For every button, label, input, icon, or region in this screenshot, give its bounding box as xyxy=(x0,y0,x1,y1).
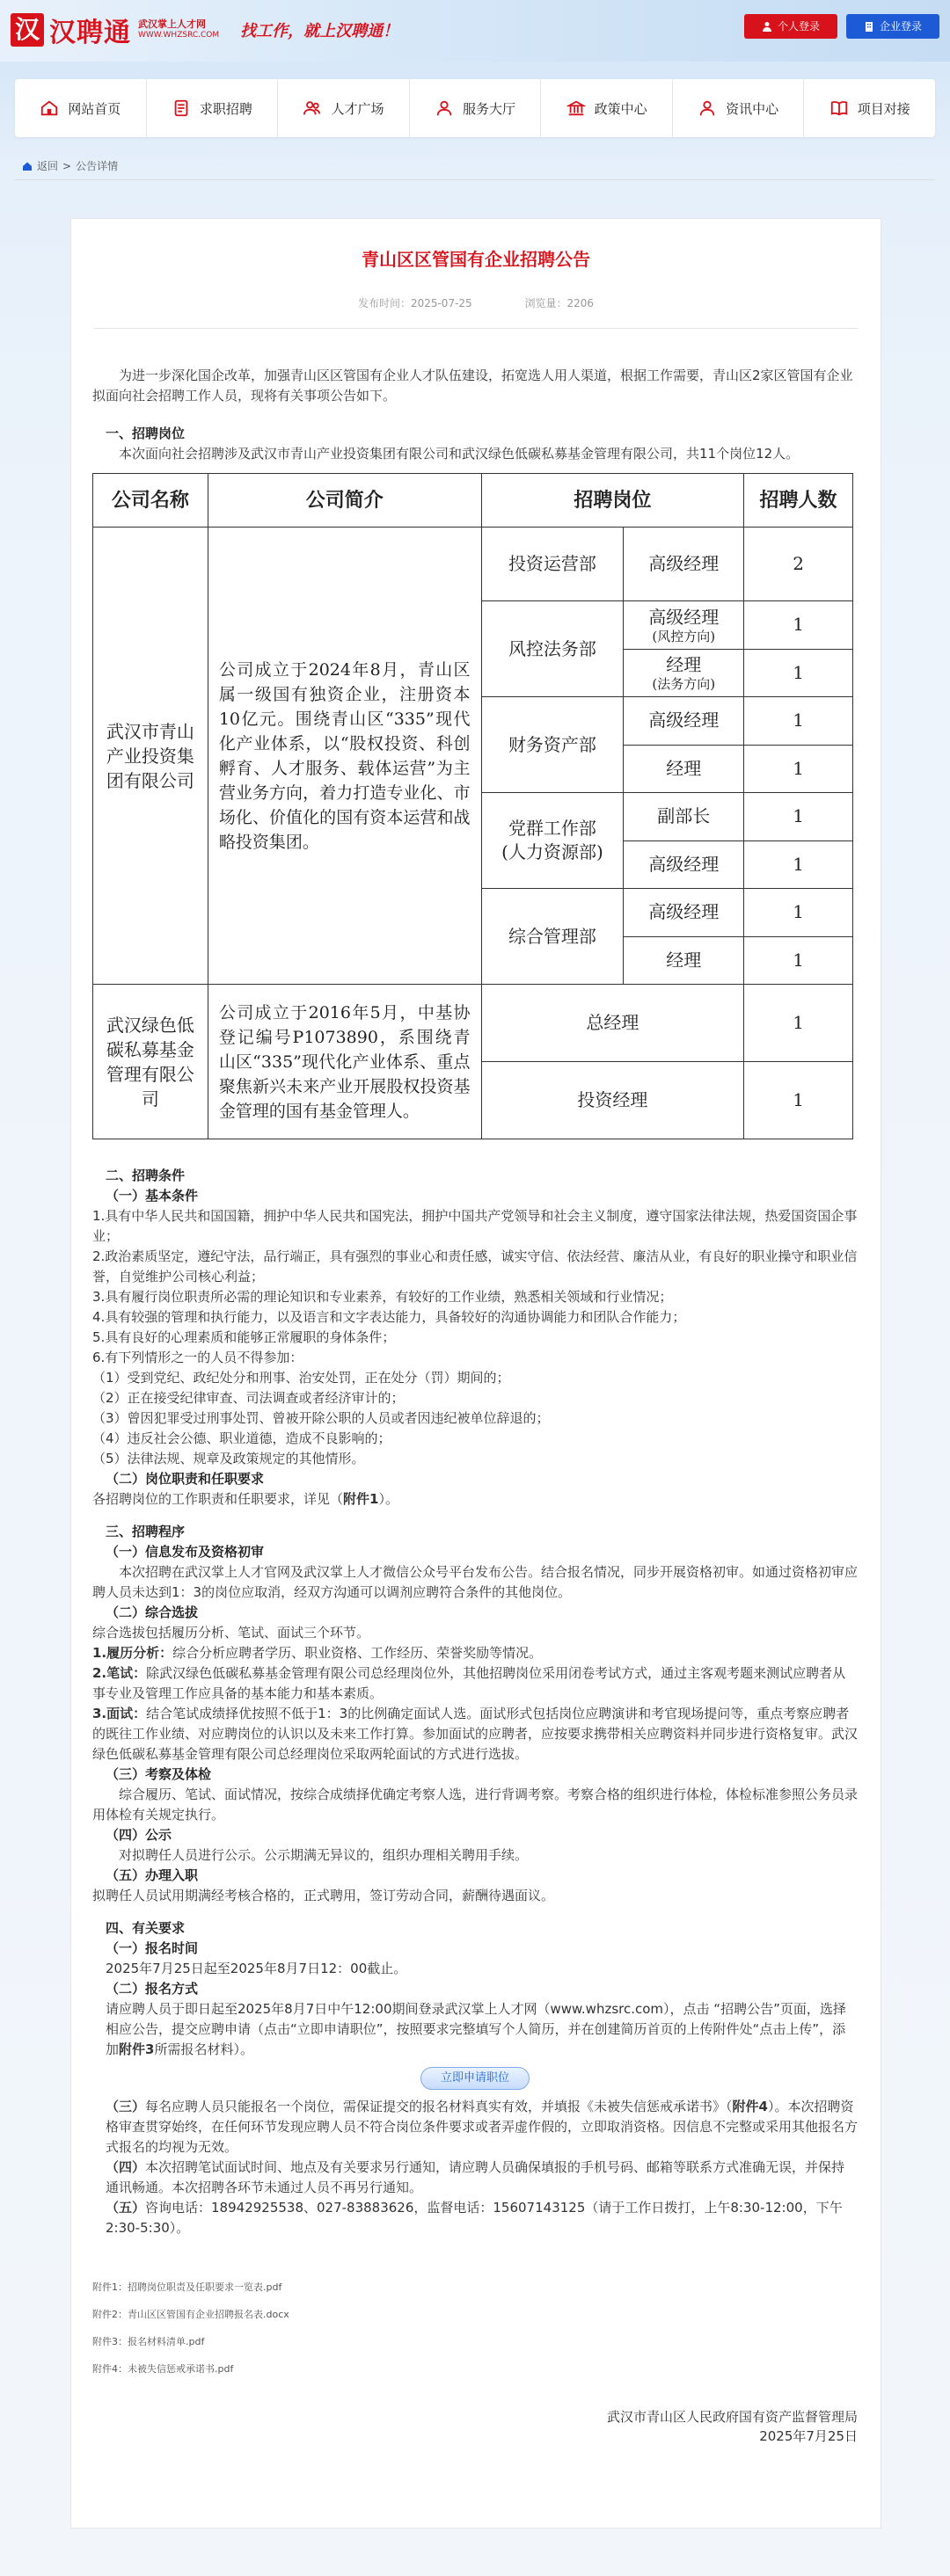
attachment-ref: 附件3 xyxy=(119,2041,155,2057)
nav-news-label: 资讯中心 xyxy=(726,100,779,117)
text: ）。本次招聘资格审查贯穿始终，在任何环节发现应聘人员不符合岗位条件要求或者弄虚作假的，立即取消资格。因信息不完整或采用其他报名方式报名的均视为无效。 xyxy=(106,2099,859,2155)
section-4-1-title: （一）报名时间 xyxy=(106,1940,199,1956)
condition-6-2: （2）正在接受纪律审查、司法调查或者经济审计的； xyxy=(92,1390,405,1406)
nav-talent-label: 人才广场 xyxy=(331,100,384,117)
label: 1.履历分析： xyxy=(92,1645,173,1661)
count-cell: 1 xyxy=(744,840,853,889)
table-header-row xyxy=(93,474,853,528)
section-3-5-title: （五）办理入职 xyxy=(106,1867,199,1883)
count-cell: 1 xyxy=(744,985,853,1062)
nav-service[interactable] xyxy=(410,79,542,137)
nav-projects-label: 项目对接 xyxy=(857,100,910,117)
condition-6-4: （4）违反社会公德、职业道德，造成不良影响的； xyxy=(92,1430,391,1446)
document-icon xyxy=(172,98,191,118)
logo-sub-cn: 武汉掌上人才网 xyxy=(138,18,206,30)
section-1-text: 本次面向社会招聘涉及武汉市青山产业投资集团有限公司和武汉绿色低碳私募基金管理有限公司，共11个岗位12人。 xyxy=(119,446,800,462)
dept-cell: 党群工作部 (人力资源部) xyxy=(481,793,624,889)
people-icon xyxy=(303,98,322,118)
book-icon xyxy=(829,98,849,118)
count-cell: 2 xyxy=(744,528,853,601)
personal-login-label: 个人登录 xyxy=(777,20,820,33)
attachment-ref: 附件4 xyxy=(732,2099,768,2114)
page-title: 青山区区管国有企业招聘公告 xyxy=(362,249,590,270)
company-name-cell: 武汉绿色低碳私募基金管理有限公司 xyxy=(93,985,208,1139)
condition-6: 6.有下列情形之一的人员不得参加： xyxy=(92,1350,303,1365)
nav-news[interactable] xyxy=(673,79,805,137)
position-cell: 投资经理 xyxy=(481,1062,744,1139)
section-3-1-title: （一）信息发布及资格初审 xyxy=(106,1544,265,1560)
count-cell: 1 xyxy=(744,745,853,793)
text: 请应聘人员于即日起至2025年8月7日中午12:00期间登录武汉掌上人才网（www.whzsrc.com），点击 “招聘公告”页面，选择相应公告，提交应聘申请（点击“立即申请职位”，按照要求完整填写个人简历，并在创建简历首页的上传附件处“点击上传”，添加 xyxy=(106,2001,846,2057)
person-icon xyxy=(435,98,454,118)
position-cell: 高级经理 xyxy=(624,840,744,889)
section-1-title: 一、招聘岗位 xyxy=(106,426,186,441)
top-header xyxy=(0,0,950,62)
section-3-3-title: （三）考察及体检 xyxy=(106,1766,212,1782)
section-4-4 xyxy=(92,2158,858,2198)
condition-4: 4.具有较强的管理和执行能力，以及语言和文字表达能力，具备较好的沟通协调能力和团队合作能力； xyxy=(92,1309,686,1325)
view-count: 浏览量：2206 xyxy=(524,297,595,309)
text: 综合分析应聘者学历、职业资格、工作经历、荣誉奖励等情况。 xyxy=(172,1645,543,1661)
logo-mark: 汉 xyxy=(11,13,44,47)
logo-text: 汉聘通 xyxy=(49,18,131,48)
condition-6-1: （1）受到党纪、政纪处分和刑事、治安处罚，正在处分（罚）期间的； xyxy=(92,1370,510,1386)
text: ）。 xyxy=(378,1491,398,1507)
selection-exam xyxy=(92,1663,858,1704)
logo-subtitle xyxy=(138,19,219,40)
count-cell: 1 xyxy=(744,793,853,841)
dept-cell: 综合管理部 xyxy=(481,889,624,985)
breadcrumb-back[interactable]: 返回 xyxy=(37,160,59,172)
article-body xyxy=(71,366,881,2446)
section-4-title: 四、有关要求 xyxy=(106,1920,186,1936)
nav-talent[interactable] xyxy=(278,79,410,137)
attachment-ref: 附件1 xyxy=(343,1491,379,1507)
attachment-list xyxy=(92,2274,858,2383)
condition-2: 2.政治素质坚定，遵纪守法，品行端正，具有强烈的事业心和责任感，诚实守信、依法经营、廉洁从业，有良好的职业操守和职业信誉，自觉维护公司核心利益； xyxy=(92,1248,858,1284)
company-login-label: 企业登录 xyxy=(879,20,922,33)
company-desc-cell: 公司成立于2016年5月，中基协登记编号P1073890，系围绕青山区“335”现代化产业体系、重点聚焦新兴未来产业开展股权投资基金管理的国有基金管理人。 xyxy=(208,985,481,1139)
nav-home[interactable] xyxy=(15,79,147,137)
home-icon xyxy=(40,98,59,118)
section-4-5 xyxy=(92,2198,858,2238)
publish-time: 发布时间：2025-07-25 xyxy=(357,297,472,309)
header-company: 公司名称 xyxy=(93,474,208,528)
section-2-2-title: （二）岗位职责和任职要求 xyxy=(106,1471,265,1487)
condition-5: 5.具有良好的心理素质和能够正常履职的身体条件； xyxy=(92,1329,396,1345)
count-cell: 1 xyxy=(744,1062,853,1139)
person-icon xyxy=(698,98,717,118)
nav-policy[interactable] xyxy=(541,79,673,137)
breadcrumb-divider xyxy=(15,179,935,180)
recruitment-table xyxy=(92,473,853,1139)
condition-6-5: （5）法律法规、规章及政策规定的其他情形。 xyxy=(92,1451,365,1466)
section-4-2-text xyxy=(92,1999,858,2060)
count-cell: 1 xyxy=(744,601,853,650)
table-row xyxy=(93,985,853,1062)
position-cell: 副部长 xyxy=(624,793,744,841)
position-label: 高级经理 xyxy=(648,606,720,628)
section-4-3 xyxy=(92,2097,858,2158)
position-cell: 经理 xyxy=(624,936,744,985)
user-icon xyxy=(762,21,772,32)
position-cell xyxy=(624,649,744,697)
signature-block xyxy=(92,2407,858,2446)
section-3-4-text: 对拟聘任人员进行公示。公示期满无异议的，组织办理相关聘用手续。 xyxy=(119,1847,529,1863)
breadcrumb xyxy=(22,158,118,173)
section-2-2-text xyxy=(92,1489,858,1510)
text: 所需报名材料）。 xyxy=(154,2041,253,2057)
slogan: 找工作，就上汉聘通！ xyxy=(240,22,399,40)
position-note: (风控方向) xyxy=(652,628,716,644)
attachment-link[interactable]: 附件2：青山区区管国有企业招聘报名表.docx xyxy=(92,2309,289,2320)
condition-1: 1.具有中华人民共和国国籍，拥护中华人民共和国宪法，拥护中国共产党领导和社会主义制度，遵守国家法律法规，热爱国资国企事业； xyxy=(92,1208,858,1244)
position-cell xyxy=(624,601,744,650)
section-3-title: 三、招聘程序 xyxy=(106,1524,186,1539)
nav-jobs[interactable] xyxy=(147,79,279,137)
position-cell: 经理 xyxy=(624,745,744,793)
personal-login-button[interactable] xyxy=(744,14,837,39)
nav-home-label: 网站首页 xyxy=(68,100,121,117)
count-cell: 1 xyxy=(744,697,853,746)
label: 2.笔试： xyxy=(92,1665,147,1681)
label: （三） xyxy=(106,2099,146,2114)
text: 各招聘岗位的工作职责和任职要求，详见（ xyxy=(92,1491,344,1507)
signer: 武汉市青山区人民政府国有资产监督管理局 xyxy=(606,2409,858,2425)
header-position: 招聘岗位 xyxy=(481,474,744,528)
attachment-link[interactable]: 附件3：报名材料清单.pdf xyxy=(92,2336,205,2347)
text: 本次招聘笔试面试时间、地点及有关要求另行通知，请应聘人员确保填报的手机号码、邮箱等联系方式准确无误，并保持通讯畅通。本次招聘各环节未通过人员不再另行通知。 xyxy=(106,2159,845,2195)
label: （五） xyxy=(106,2200,146,2216)
position-note: (法务方向) xyxy=(652,676,716,693)
company-desc-cell: 公司成立于2024年8月，青山区属一级国有独资企业，注册资本10亿元。围绕青山区“335”现代化产业体系，以“股权投资、科创孵育、人才服务、载体运营”为主营业务方向，着力打造专业化、市场化、价值化的国有资本运营和战略投资集团。 xyxy=(208,528,481,985)
logo-sub-url: WWW.WHZSRC.COM xyxy=(138,31,220,40)
selection-interview xyxy=(92,1704,858,1765)
count-cell: 1 xyxy=(744,649,853,697)
section-3-2-title: （二）综合选拔 xyxy=(106,1605,199,1620)
text: 咨询电话：18942925538、027-83883626，监督电话：15607143125（请于工作日拨打，上午8:30-12:00，下午2:30-5:30）。 xyxy=(106,2200,843,2236)
text: 除武汉绿色低碳私募基金管理有限公司总经理岗位外，其他招聘岗位采用闭卷考试方式，通过主客观考题来测试应聘者从事专业及管理工作应具备的基本能力和基本素质。 xyxy=(92,1665,846,1701)
section-3-1-text: 本次招聘在武汉掌上人才官网及武汉掌上人才微信公众号平台发布公告。结合报名情况，同步开展资格初审。如通过资格初审应聘人员未达到1：3的岗位应取消，经双方沟通可以调剂应聘符合条件的其他岗位。 xyxy=(92,1564,859,1600)
section-3-2-text: 综合选拔包括履历分析、笔试、面试三个环节。 xyxy=(92,1625,370,1641)
dept-cell: 财务资产部 xyxy=(481,697,624,793)
dept-cell: 投资运营部 xyxy=(481,528,624,601)
breadcrumb-separator: > xyxy=(62,159,72,172)
attachment-link[interactable]: 附件1：招聘岗位职责及任职要求一览表.pdf xyxy=(92,2281,282,2293)
section-2-1-title: （一）基本条件 xyxy=(106,1188,199,1204)
nav-jobs-label: 求职招聘 xyxy=(199,100,252,117)
nav-service-label: 服务大厅 xyxy=(463,100,516,117)
attachment-link[interactable]: 附件4：未被失信惩戒承诺书.pdf xyxy=(92,2363,234,2375)
breadcrumb-current: 公告详情 xyxy=(76,160,119,172)
article-meta xyxy=(71,295,881,310)
position-cell: 总经理 xyxy=(481,985,744,1062)
count-cell: 1 xyxy=(744,936,853,985)
main-nav xyxy=(15,79,935,137)
text: 每名应聘人员只能报名一个岗位，需保证提交的报名材料真实有效，并填报《未被失信惩戒承诺书》（ xyxy=(145,2099,733,2114)
text: 结合笔试成绩择优按照不低于1：3的比例确定面试人选。面试形式包括岗位应聘演讲和考官现场提问等，重点考察应聘者的既往工作业绩、对应聘岗位的认识以及未来工作打算。参加面试的应聘者，应按要求携带相关应聘资料并同步进行资格复审。武汉绿色低碳私募基金管理有限公司总经理岗位采取两轮面试的方式进行选拔。 xyxy=(92,1706,859,1762)
section-3-4-title: （四）公示 xyxy=(106,1827,172,1843)
dept-cell: 风控法务部 xyxy=(481,601,624,697)
meta-divider xyxy=(94,328,858,329)
site-logo[interactable] xyxy=(11,11,398,49)
company-name-cell: 武汉市青山产业投资集团有限公司 xyxy=(93,528,208,985)
section-4-2-title: （二）报名方式 xyxy=(106,1981,199,1997)
table-row xyxy=(93,528,853,601)
bank-icon xyxy=(566,98,586,118)
intro-paragraph: 为进一步深化国企改革，加强青山区区管国有企业人才队伍建设，拓宽选人用人渠道，根据工作需要，青山区2家区管国有企业拟面向社会招聘工作人员，现将有关事项公告如下。 xyxy=(92,367,853,404)
sign-date: 2025年7月25日 xyxy=(759,2428,858,2444)
selection-resume xyxy=(92,1643,858,1663)
header-intro: 公司简介 xyxy=(208,474,481,528)
position-cell: 高级经理 xyxy=(624,889,744,937)
condition-3: 3.具有履行岗位职责所必需的理论知识和专业素养，有较好的工作业绩，熟悉相关领域和行业情况； xyxy=(92,1289,673,1305)
header-count: 招聘人数 xyxy=(744,474,853,528)
label: （四） xyxy=(106,2159,146,2175)
home-icon xyxy=(22,161,33,171)
building-icon xyxy=(864,21,874,32)
condition-6-3: （3）曾因犯罪受过刑事处罚、曾被开除公职的人员或者因违纪被单位辞退的； xyxy=(92,1410,550,1426)
count-cell: 1 xyxy=(744,889,853,937)
nav-projects[interactable] xyxy=(804,79,935,137)
article-card xyxy=(70,218,881,2529)
label: 3.面试： xyxy=(92,1706,147,1721)
position-cell: 高级经理 xyxy=(624,697,744,746)
section-3-3-text: 综合履历、笔试、面试情况，按综合成绩择优确定考察人选，进行背调考察。考察合格的组织进行体检，体检标准参照公务员录用体检有关规定执行。 xyxy=(92,1786,859,1823)
section-4-1-text: 2025年7月25日起至2025年8月7日12：00截止。 xyxy=(106,1961,407,1976)
section-2-title: 二、招聘条件 xyxy=(106,1168,186,1183)
position-cell: 高级经理 xyxy=(624,528,744,601)
position-label: 经理 xyxy=(666,654,702,676)
nav-policy-label: 政策中心 xyxy=(594,100,647,117)
company-login-button[interactable] xyxy=(846,14,939,39)
section-3-5-text: 拟聘任人员试用期满经考核合格的，正式聘用，签订劳动合同，薪酬待遇面议。 xyxy=(92,1888,555,1903)
apply-position-button[interactable]: 立即申请职位 xyxy=(420,2067,530,2090)
